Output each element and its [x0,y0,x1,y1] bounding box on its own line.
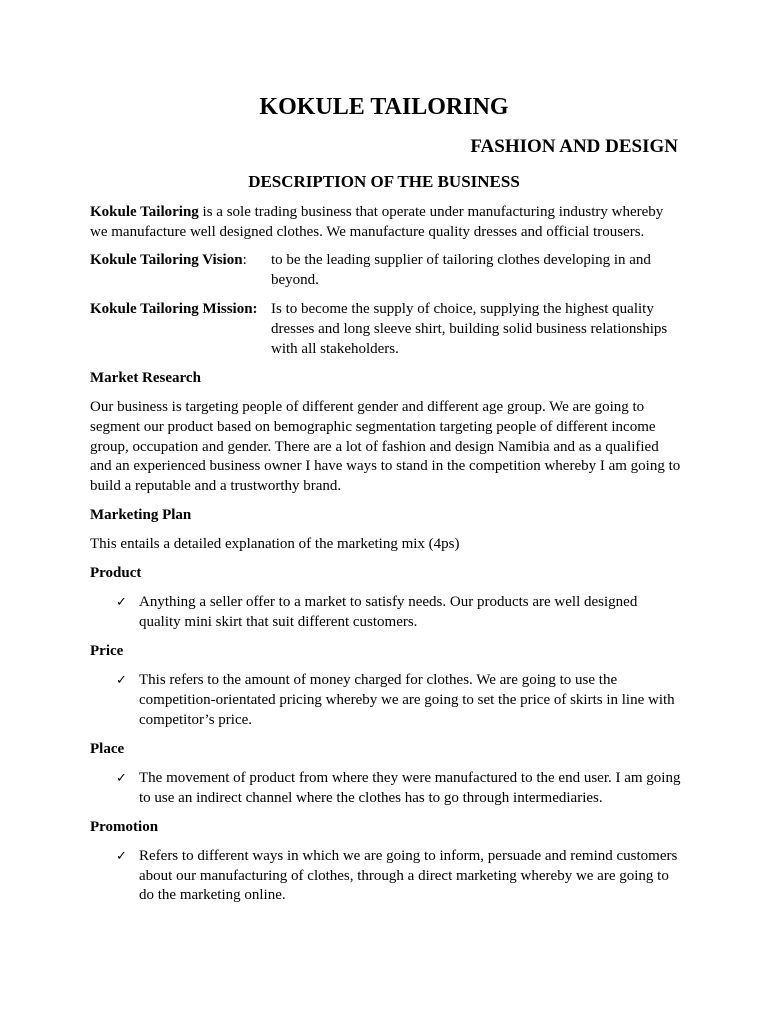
vision-row [90,251,682,290]
product-heading: Product [90,565,142,582]
vision-term [90,251,271,290]
promotion-heading: Promotion [90,818,159,835]
price-heading: Price [90,643,124,660]
document-subtitle: FASHION AND DESIGN [470,136,678,157]
section-title: DESCRIPTION OF THE BUSINESS [248,172,520,191]
product-list-item [116,593,682,632]
market-research-heading: Market Research [90,370,201,387]
mission-term: Kokule Tailoring Mission: [90,301,258,318]
checkmark-icon: ✓ [116,595,127,611]
vision-term-label: Kokule Tailoring Vision [90,252,243,269]
checkmark-icon: ✓ [116,673,127,689]
product-item-text: Anything a seller offer to a market to satisfy needs. Our products are well designed quality mini skirt that suit different customers. [139,594,638,631]
promotion-list-item [116,847,682,906]
marketing-plan-paragraph: This entails a detailed explanation of the marketing mix (4ps) [90,536,460,553]
place-list-item [116,769,682,808]
mission-definition: Is to become the supply of choice, supplying the highest quality dresses and long sleeve shirt, building solid business relationships with all stakeholders. [271,301,668,357]
mission-row [90,300,682,359]
checkmark-icon: ✓ [116,848,127,864]
market-research-paragraph: Our business is targeting people of different gender and different age group. We are going to segment our product based on bemographic segmentation targeting people of different income group, occupation and gender. There are a lot of fashion and design Namibia and as a qualified and an experienced business owner I have ways to stand in the competition whereby I am going to build a reputable and a trustworthy brand. [90,399,681,494]
intro-text: is a sole trading business that operate under manufacturing industry whereby we manufacture well designed clothes. We manufacture quality dresses and official trousers. [90,204,664,240]
vision-term-colon: : [242,252,247,269]
intro-bold-lead: Kokule Tailoring [90,204,199,220]
marketing-plan-heading: Marketing Plan [90,506,192,523]
price-list-item [116,671,682,730]
checkmark-icon: ✓ [116,771,127,786]
price-item-text: This refers to the amount of money charged for clothes. We are going to use the competition-orientated pricing whereby we are going to set the price of skirts in line with competitor’s price. [139,672,675,728]
place-heading: Place [90,740,125,757]
intro-paragraph [90,203,682,242]
document-body [90,203,682,915]
promotion-item-text: Refers to different ways in which we are going to inform, persuade and remind customers about our manufacturing of clothes, through a direct marketing whereby we are going to do the marketing online. [139,847,678,904]
vision-definition: to be the leading supplier of tailoring clothes developing in and beyond. [271,252,651,288]
document-title: KOKULE TAILORING [259,94,509,120]
place-item-text: The movement of product from where they were manufactured to the end user. I am going to use an indirect channel where the clothes has to go through intermediaries. [139,770,681,806]
